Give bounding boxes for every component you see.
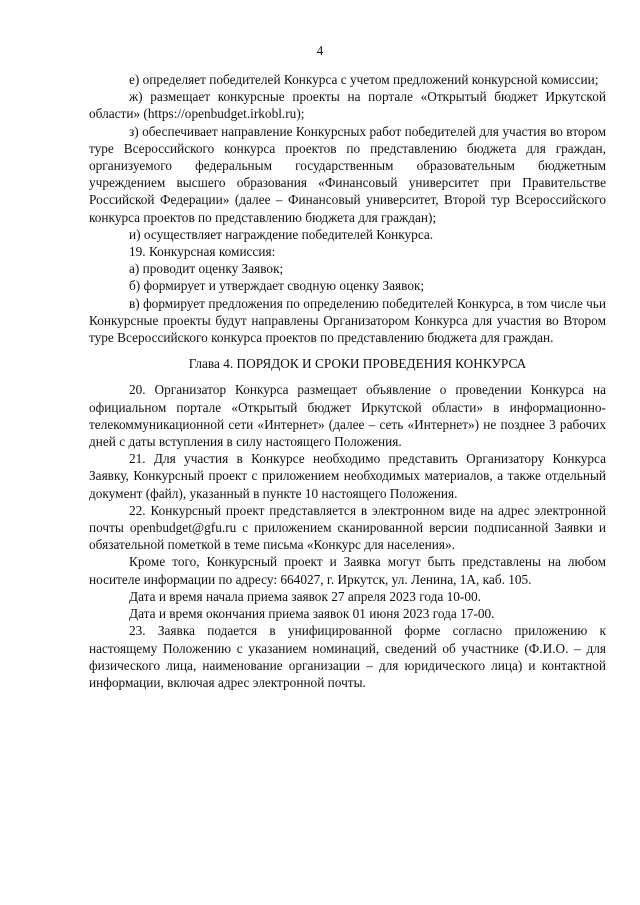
paragraph-i: и) осуществляет награждение победителей Конкурса. [129, 226, 434, 242]
page-number: 4 [316, 43, 324, 58]
spacer [89, 372, 606, 381]
paragraph-end-date: Дата и время окончания приема заявок 01 июня 2023 года 17-00. [129, 606, 495, 622]
paragraph-21: 21. Для участия в Конкурсе необходимо представить Организатору Конкурса Заявку, Конкурсный проект с приложением необходимых материалов, а также отдельный документ (файл), указанный в пункте 10 настоящего Положения. [89, 451, 606, 501]
spacer [89, 346, 606, 355]
paragraph-start-date: Дата и время начала приема заявок 27 апреля 2023 года 10-00. [129, 588, 481, 604]
paragraph-22-address: Кроме того, Конкурсный проект и Заявка могут быть представлены на любом носителе информации по адресу: 664027, г. Иркутск, ул. Ленина, 1А, каб. 105. [89, 554, 606, 587]
paragraph-23: 23. Заявка подается в унифицированной форме согласно приложению к настоящему Положению с указанием номинаций, сведений об участнике (Ф.И.О. – для физического лица, наименование организации – для юридического лица) и контактной информации, включая адрес электронной почты. [89, 623, 606, 690]
chapter-heading: Глава 4. ПОРЯДОК И СРОКИ ПРОВЕДЕНИЯ КОНКУРСА [188, 356, 527, 372]
paragraph-z: з) обеспечивает направление Конкурсных работ победителей для участия во втором туре Всероссийского конкурса проектов по представлению бюджета для граждан, организуемого федеральным государственным образовательным бюджетным учреждением высшего образования «Финансовый университет при Правительстве Российской Федерации» (далее – Финансовый университет, Второй тур Всероссийского конкурса проектов по представлению бюджета для граждан); [89, 123, 606, 225]
paragraph-zh: ж) размещает конкурсные проекты на портале «Открытый бюджет Иркутской области» (https://openbudget.irkobl.ru); [89, 89, 606, 122]
paragraph-19a: а) проводит оценку Заявок; [129, 261, 284, 277]
paragraph-20: 20. Организатор Конкурса размещает объявление о проведении Конкурса на официальном портале «Открытый бюджет Иркутской области» в информационно-телекоммуникационной сети «Интернет» (далее – сеть «Интернет») не позднее 3 рабочих дней с даты вступления в силу настоящего Положения. [89, 382, 606, 450]
paragraph-19b: б) формирует и утверждает сводную оценку Заявок; [129, 278, 425, 294]
paragraph-22: 22. Конкурсный проект представляется в электронном виде на адрес электронной почты openbudget@gfu.ru с приложением сканированной версии подписанной Заявки и обязательной пометкой в теме письма «Конкурс для населения». [89, 502, 606, 553]
paragraph-e: е) определяет победителей Конкурса с учетом предложений конкурсной комиссии; [129, 72, 599, 87]
paragraph-19: 19. Конкурсная комиссия: [129, 244, 276, 260]
paragraph-19v: в) формирует предложения по определению победителей Конкурса, в том числе чьи Конкурсные проекты будут направлены Организатором Конкурса для участия во Втором туре Всероссийского конкурса проектов по представлению бюджета для граждан. [89, 295, 606, 346]
page-content [89, 71, 606, 691]
